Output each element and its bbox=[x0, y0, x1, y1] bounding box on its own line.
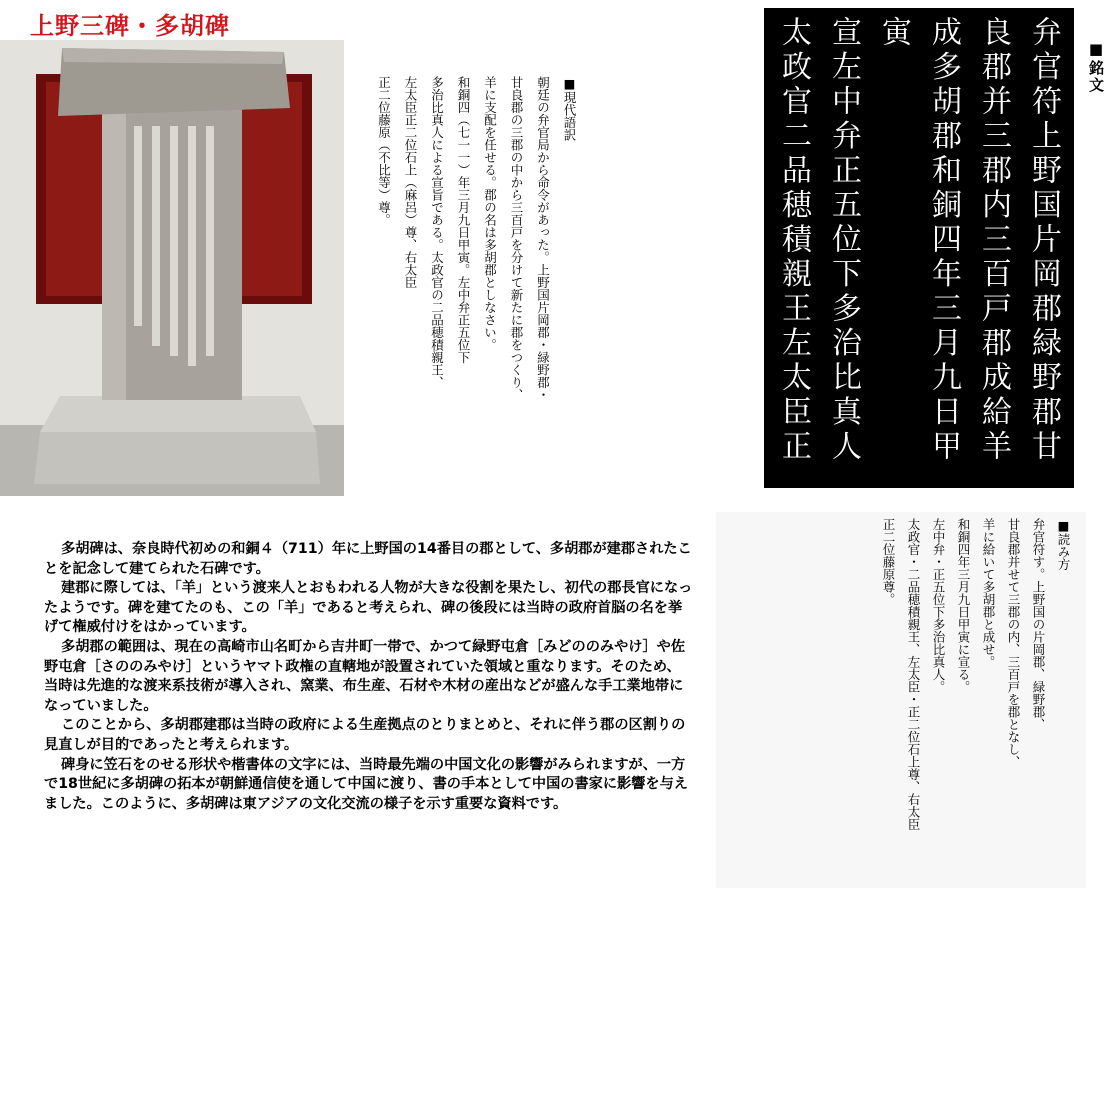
modern-translation bbox=[370, 76, 582, 426]
description-paragraph: このことから、多胡郡建郡は当時の政府による生産拠点のとりまとめと、それに伴う郡の区割りの見直しが目的であったと考えられます。 bbox=[44, 717, 686, 753]
inscription-column: 宣左中弁正五位下多治比真人 bbox=[826, 16, 861, 465]
inscription-heading: ■銘文 bbox=[1087, 40, 1105, 94]
reading-line: 左中弁・正五位下多治比真人。 bbox=[931, 518, 946, 693]
reading-line: 太政官・二品穂積親王、左太臣・正二位石上尊、右太臣 bbox=[906, 518, 921, 831]
description-paragraph: 碑身に笠石をのせる形状や楷書体の文字には、当時最先端の中国文化の影響がみられますが、一方で18世紀に多胡碑の拓本が朝鮮通信使を通して中国に渡り、書の手本として中国の書家に影響を与えました。このように、多胡碑は東アジアの文化交流の様子を示す重要な資料です。 bbox=[44, 756, 688, 812]
description-paragraph: 多胡郡の範囲は、現在の高崎市山名町から吉井町一帯で、かつて緑野屯倉［みどののみやけ］や佐野屯倉［さののみやけ］というヤマト政権の直轄地が設置されていた領域と重なります。そのため、当時は先進的な渡来系技術が導入され、窯業、布生産、石材や木材の産出などが盛んな手工業地帯になっていました。 bbox=[44, 638, 686, 714]
inscription-column: 良郡并三郡内三百戸郡成給羊 bbox=[976, 16, 1011, 465]
reading-line: 甘良郡并せて三郡の内、三百戸を郡となし、 bbox=[1006, 518, 1021, 768]
modern-line: 左太臣正二位石上（麻呂）尊、右太臣 bbox=[403, 76, 418, 289]
inscription-column: 弁官符上野国片岡郡緑野郡甘 bbox=[1026, 16, 1061, 465]
modern-line: 朝廷の弁官局から命令があった。上野国片岡郡・緑野郡・ bbox=[535, 76, 551, 401]
reading-panel bbox=[716, 512, 1086, 888]
reading-line: 羊に給いて多胡郡と成せ。 bbox=[981, 518, 996, 668]
inscription-panel bbox=[676, 8, 1074, 488]
inscription-column: 太政官二品穂積親王左太臣正二 bbox=[726, 16, 811, 465]
modern-translation-heading: ■現代語訳 bbox=[562, 76, 577, 141]
reading-line: 弁官符す。上野国の片岡郡、緑野郡、 bbox=[1031, 518, 1046, 731]
inscription-column: 成多胡郡和銅四年三月九日甲寅 bbox=[876, 16, 961, 465]
reading-line: 正二位藤原尊。 bbox=[881, 518, 896, 606]
stone-monument-photo bbox=[0, 40, 344, 496]
modern-line: 甘良郡の三郡の中から三百戸を分けて新たに郡をつくり、 bbox=[509, 76, 524, 401]
reading-heading: ■読み方 bbox=[1056, 518, 1071, 571]
inscription-column: 位石上尊右太臣正二位藤原尊 bbox=[676, 16, 711, 465]
modern-line: 和銅四（七一一）年三月九日甲寅。左中弁正五位下 bbox=[456, 76, 471, 364]
description bbox=[44, 540, 694, 814]
reading-line: 和銅四年三月九日甲寅に宣る。 bbox=[956, 518, 971, 693]
modern-line: 羊に支配を任せる。郡の名は多胡郡としなさい。 bbox=[482, 76, 498, 351]
modern-line: 多治比真人による宣旨である。太政官の二品穂積親王、 bbox=[429, 76, 445, 389]
page-title: 上野三碑・多胡碑 bbox=[30, 12, 230, 40]
description-paragraph: 多胡碑は、奈良時代初めの和銅４（711）年に上野国の14番目の郡として、多胡郡が建郡されたことを記念して建てられた石碑です。 bbox=[44, 541, 692, 577]
description-paragraph: 建郡に際しては、「羊」という渡来人とおもわれる人物が大きな役割を果たし、初代の郡長官になったようです。碑を建てたのも、この「羊」であると考えられ、碑の後段には当時の政府首脳の名を挙げて権威付けをはかっています。 bbox=[44, 580, 693, 636]
modern-line: 正二位藤原（不比等）尊。 bbox=[376, 76, 392, 226]
